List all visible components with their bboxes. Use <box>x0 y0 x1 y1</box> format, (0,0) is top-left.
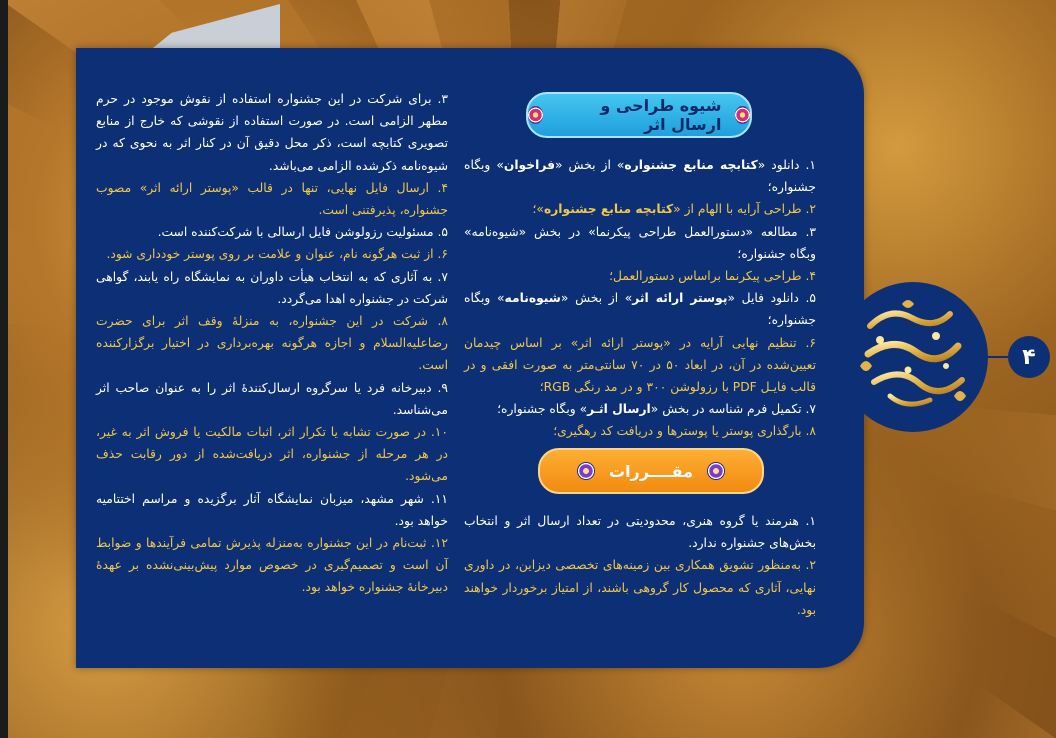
rule-item: ۱. هنرمند یا گروه هنری، محدودیتی در تعداد ارسال اثر و انتخاب بخش‌های جشنواره ندارد. <box>464 514 816 551</box>
step-text: »؛ <box>532 202 544 217</box>
rule-item: ۹. دبیرخانه فرد یا سرگروه ارسال‌کنندهٔ اثر را به عنوان صاحب اثر می‌شناسد. <box>96 380 448 417</box>
rule-item: ۶. از ثبت هرگونه نام، عنوان و علامت بر روی پوستر خودداری شود. <box>106 247 448 262</box>
step-highlight: کتابچه منابع جشنواره <box>624 158 758 172</box>
rule-item: ۵. مسئولیت رزولوشن فایل ارسالی با شرکت‌کننده است. <box>157 225 448 240</box>
step-text: ۶. تنظیم نهایی آرایه در «پوستر ارائه اثر» بر اساس چیدمان تعیین‌شده در آن، در ابعاد ۵۰ در ۷۰ سانتی‌متر به صورت افقی و در قالب فایـل PDF با رزولوشن ۳۰۰ و در مد رنگی RGB؛ <box>464 335 816 395</box>
step-highlight: کتابچه منابع جشنواره <box>543 202 674 217</box>
rule-item: ۴. ارسال فایل نهایی، تنها در قالب «پوستر ارائه اثر» مصوب جشنواره، پذیرفتنی است. <box>96 180 448 218</box>
step-highlight: فراخوان <box>503 158 556 172</box>
page-number: ۴ <box>1008 336 1050 378</box>
step-text: » وبگاه جشنواره؛ <box>464 158 816 195</box>
step-highlight: ارسال اثـر <box>587 402 651 417</box>
design-step <box>464 287 816 331</box>
rules-section-title <box>538 448 764 494</box>
design-step <box>464 221 816 265</box>
step-highlight: شیوه‌نامه <box>504 291 561 306</box>
step-highlight: پوستر ارائه اثر <box>632 291 728 306</box>
page-connector <box>980 356 1008 358</box>
step-text: ۳. مطالعه «دستورالعمل طراحی پیکرنما» در بخش «شیوه‌نامه» وبگاه جشنواره؛ <box>464 224 816 261</box>
rules-title-text: مقــــررات <box>608 461 694 481</box>
step-text: ۴. طراحی پیکرنما براساس دستورالعمل؛ <box>609 269 816 284</box>
rule-item: ۱۲. ثبت‌نام در این جشنواره به‌منزله پذیرش تمامی فرآیندها و ضوابط آن است و تصمیم‌گیری در خصوص موارد پیش‌بینی‌نشده بر عهدهٔ دبیرخانهٔ جشنواره خواهد بود. <box>96 536 448 595</box>
design-step <box>464 265 816 287</box>
rule-item: ۸. شرکت در این جشنواره، به منزلهٔ وقف اثر برای حضرت رضاعلیه‌السلام و اجازه هرگونه بهره‌برداری در اختیار برگزارکننده است. <box>96 314 448 373</box>
rule-item: ۱۰. در صورت تشابه یا تکرار اثر، اثبات مالکیت یا فروش اثر به غیر، در هر مرحله از جشنواره، اثر دریافت‌شده از دور رقابت حذف می‌شود. <box>96 425 448 484</box>
step-text: ۸. بارگذاری پوستر یا پوسترها و دریافت کد رهگیری؛ <box>553 424 816 439</box>
design-title-text: شیوه طراحی و ارسال اثر <box>600 96 722 134</box>
step-text: ۵. دانلود فایل « <box>727 291 817 306</box>
design-step <box>464 420 816 442</box>
festival-logo <box>850 296 976 418</box>
festival-badge <box>838 282 988 432</box>
rules-list-right <box>464 510 816 621</box>
flower-icon <box>528 106 543 124</box>
step-text: » از بخش « <box>555 158 625 172</box>
rule-item: ۷. به آثاری که به انتخاب هیأت داوران به نمایشگاه راه یابند، گواهی شرکت در جشنواره اهدا می‌گردد. <box>96 269 448 306</box>
paper-corner <box>148 4 280 52</box>
step-text: » وبگاه جشنواره؛ <box>497 402 588 417</box>
rule-item: ۱۱. شهر مشهد، میزبان نمایشگاه آثار برگزیده و مراسم اختتامیه خواهد بود. <box>96 491 448 528</box>
flower-icon <box>707 462 725 480</box>
design-section-title <box>526 92 752 138</box>
step-text: » وبگاه جشنواره؛ <box>464 291 816 328</box>
rule-item: ۲. به‌منظور تشویق همکاری بین زمینه‌های تخصصی دیزاین، در داوری نهایی، آثاری که محصول کار گروهی باشند، از امتیاز برخوردار خواهند بود. <box>464 558 816 617</box>
step-text: ۷. تکمیل فرم شناسه در بخش « <box>650 402 816 417</box>
step-text: » از بخش « <box>560 291 633 306</box>
flower-icon <box>735 106 750 124</box>
rules-list-left <box>96 88 448 599</box>
step-text: ۱. دانلود « <box>757 158 816 172</box>
design-step <box>464 332 816 399</box>
design-step <box>464 198 816 220</box>
left-edge-strip <box>0 0 8 738</box>
design-step <box>464 154 816 198</box>
step-text: ۲. طراحی آرایه با الهام از « <box>673 202 816 217</box>
design-steps <box>464 154 816 443</box>
design-step <box>464 398 816 420</box>
rule-item: ۳. برای شرکت در این جشنواره استفاده از نقوش موجود در حرم مطهر الزامی است. در صورت استفاده از نقوشی که خارج از منابع تصویری کتابچه است، ذکر محل دقیق آن در کنار اثر به نحوی که در شیوه‌نامه ذکرشده الزامی می‌باشد. <box>96 92 448 173</box>
flower-icon <box>577 462 595 480</box>
